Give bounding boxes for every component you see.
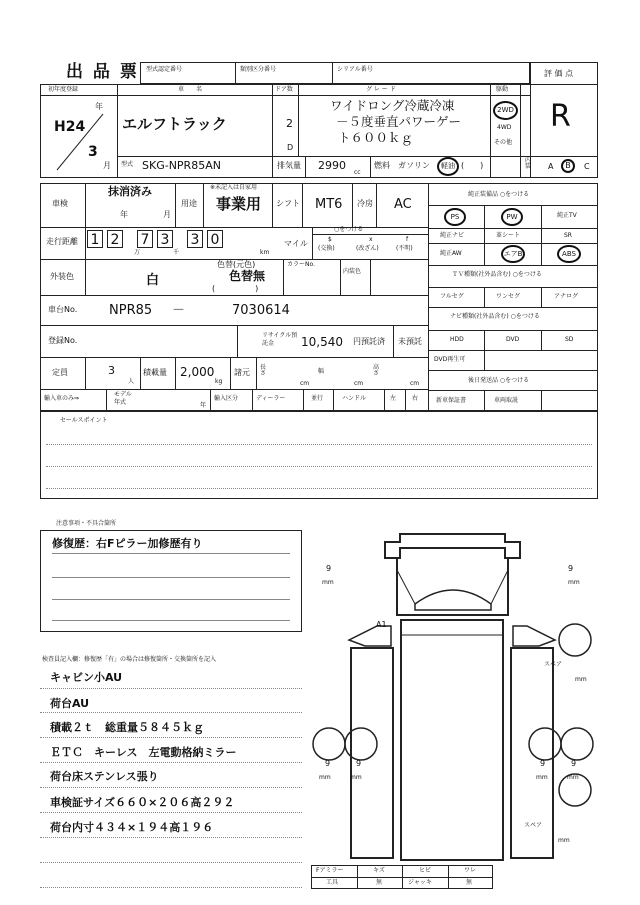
use-note: ※未記入は自家用 (210, 184, 258, 191)
notes-line-1: 修復歴：右Fピラー加修歴有り (52, 537, 203, 550)
fuel-diesel-circled: 軽油 (437, 157, 459, 176)
chassis-label: 車台No. (48, 305, 78, 314)
navi-hdd: HDD (450, 336, 464, 343)
inspector-line-1: キャビン小AU (50, 671, 123, 684)
color-no-label: カラーNo. (287, 261, 315, 268)
opt-dollar-sub: (交換) (318, 245, 335, 252)
use-value: 事業用 (216, 195, 262, 213)
fuel-gasoline: ガソリン (398, 161, 430, 170)
tire-fl-value: 9 (326, 564, 332, 573)
chassis-dash: － (172, 303, 186, 318)
height-label: 高さ (373, 364, 380, 377)
opt-airbag-circled: エアB (501, 245, 525, 263)
tv-fullseg: フルセグ (440, 293, 464, 300)
first-reg-month: 3 (88, 144, 98, 160)
grade-c: C (584, 162, 590, 171)
mileage-unit-man: 万 (134, 249, 141, 256)
header-id-box (140, 62, 530, 84)
color-label: 外装色 (50, 272, 74, 281)
car-name-label: 車 名 (178, 86, 203, 93)
tire-rr2-unit: mm (567, 774, 579, 781)
spare-unit-2: mm (558, 837, 570, 844)
width-cm: cm (354, 380, 364, 387)
year-unit: 年 (95, 102, 103, 111)
odometer-digit: 0 (207, 230, 223, 248)
inspector-line-6: 車検証サイズ６６０×２０６高２９２ (50, 796, 235, 809)
grade-b-circled: B (561, 159, 575, 173)
month-unit: 月 (103, 161, 111, 170)
truck-damage-diagram (305, 530, 605, 870)
height-cm: cm (410, 380, 420, 387)
opt-abs-circled: ABS (557, 245, 581, 263)
tire-fl-unit: mm (322, 579, 334, 586)
tire-rr2-value: 9 (571, 759, 577, 768)
mileage-unit-sen: 千 (173, 249, 180, 256)
tv-analog: アナログ (554, 293, 579, 300)
grade-label: グ レ ー ド (366, 86, 396, 93)
opt-dollar: $ (328, 236, 332, 243)
opt-factory-navi: 純正ナビ (440, 232, 465, 239)
rating-label: 評 価 点 (544, 69, 574, 78)
interior-label: 内装 (525, 157, 532, 170)
drive-other: その他 (494, 139, 513, 146)
factory-options-header: 純正装備品 ○をつける (468, 191, 530, 198)
color-value: 白 (146, 273, 160, 288)
displacement-label: 排気量 (277, 161, 301, 170)
opt-pw-circled: PW (501, 208, 523, 226)
drive-2wd-circled: 2WD (493, 101, 518, 120)
grade-line-3: ト６００ｋｇ (338, 130, 414, 145)
acc-tools: 工具 (326, 879, 339, 886)
repaint-label: 色替(元色) (217, 260, 256, 269)
doors-value: 2 (286, 117, 293, 130)
ac-value: AC (394, 197, 412, 212)
grade-line-1: ワイドロング冷蔵冷凍 (330, 98, 455, 113)
load-unit: kg (215, 378, 223, 385)
fuel-paren: ( ) (461, 161, 484, 170)
odometer-digit: 3 (187, 230, 203, 248)
inspector-line-4: ＥＴＣ キーレス 左電動格納ミラー (50, 746, 237, 759)
import-dealer: ディーラー (256, 395, 286, 402)
category-label: 類別区分番号 (240, 66, 277, 73)
odometer (87, 230, 277, 256)
inspector-line-5: 荷台床ステンレス張り (50, 770, 159, 783)
displacement-unit: cc (354, 169, 361, 176)
grade-line-2: －５度垂直パワーゲー (336, 114, 462, 129)
inspection-month-unit: 月 (163, 210, 171, 219)
model-year-unit: 年 (200, 402, 207, 409)
navi-header: ナビ種類(社外品含む) ○をつける (450, 313, 540, 320)
inspector-line-7: 荷台内寸４３４×１９４高１９６ (50, 821, 214, 834)
chassis-number: 7030614 (232, 303, 290, 318)
tire-fr-value: 9 (568, 564, 574, 573)
mileage-label: 走行距離 (46, 237, 78, 246)
use-label: 用途 (181, 199, 197, 208)
import-label: 輸入車のみ⇒ (44, 395, 80, 402)
odometer-digit: 1 (87, 230, 103, 248)
opt-f-sub: (不明) (396, 245, 413, 252)
opt-x: x (369, 236, 373, 243)
handle-left: 左 (390, 395, 397, 402)
interior-color-label: 内装色 (343, 268, 362, 275)
opt-factory-aw: 純正AW (440, 250, 462, 257)
inspector-line-3: 積載２ｔ 総重量５８４５ｋｇ (50, 721, 204, 734)
navi-sd: SD (565, 336, 574, 343)
drive-4wd: 4WD (497, 124, 512, 131)
handle-label: ハンドル (342, 395, 367, 402)
tire-rl1-value: 9 (325, 759, 331, 768)
year-slash (55, 112, 105, 174)
acc-scratch: キズ (373, 867, 385, 874)
seats-label: 定員 (52, 368, 68, 377)
tire-rl1-unit: mm (319, 774, 331, 781)
recycle-label: リサイクル預託金 (262, 332, 298, 347)
opt-ps-circled: PS (444, 208, 466, 226)
acc-jack: ジャッキ (408, 879, 432, 886)
length-label: 長さ (260, 364, 267, 377)
acc-break: ワレ (464, 867, 477, 874)
acc-mirror: Fアミラー (316, 867, 344, 874)
serial-label: シリアル番号 (337, 66, 373, 73)
spare-label-1: スペア (544, 661, 563, 668)
tire-rl2-value: 9 (356, 759, 362, 768)
chassis-prefix: NPR85 (109, 303, 153, 318)
odometer-digit: 3 (157, 230, 173, 248)
acc-tools-value: 無 (376, 879, 383, 886)
inspection-year-unit: 年 (120, 210, 128, 219)
opt-x-sub: (改ざん) (356, 245, 379, 252)
form-title: 出 品 票 (66, 62, 139, 82)
acc-crack: ヒビ (419, 867, 432, 874)
registration-label: 登録No. (48, 336, 78, 345)
recycle-unit: 円預託済 (353, 337, 385, 346)
odometer-digit: 2 (107, 230, 123, 248)
mileage-unit-km: km (260, 249, 270, 256)
inspection-status: 抹消済み (108, 185, 152, 198)
seats-value: 3 (108, 364, 115, 377)
inspector-line-2: 荷台AU (50, 697, 90, 710)
first-reg-year: H24 (54, 119, 86, 135)
opt-factory-tv: 純正TV (557, 212, 577, 219)
sales-points-label: セールスポイント (60, 417, 108, 424)
inspection-label: 車検 (52, 199, 68, 208)
model-value: SKG-NPR85AN (142, 159, 221, 172)
tv-header: ＴＶ種類(社外品含む) ○をつける (452, 271, 542, 278)
tire-fr-unit: mm (568, 579, 580, 586)
model-cert-label: 型式認定番号 (146, 66, 183, 73)
tire-rr1-unit: mm (536, 774, 548, 781)
model-label: 型式 (121, 161, 134, 168)
spare-label-2: スペア (524, 822, 543, 829)
aftermarket-header: 後日発送品 ○をつける (468, 377, 530, 384)
tire-rr1-value: 9 (540, 759, 546, 768)
odometer-digit: 7 (137, 230, 153, 248)
car-name: エルフトラック (122, 115, 227, 133)
dims-label: 諸元 (234, 368, 250, 377)
opt-sr: SR (564, 232, 572, 239)
doors-suffix: D (287, 143, 294, 152)
shift-value: MT6 (315, 197, 343, 212)
load-value: 2,000 (180, 365, 215, 379)
import-type-label: 輸入区分 (214, 395, 239, 402)
width-label: 幅 (318, 368, 325, 375)
mile-label: マイル (284, 239, 308, 248)
sales-points-box (40, 411, 598, 499)
repaint-value: 色替無 (229, 269, 266, 283)
new-car-warranty: 新車保証書 (436, 397, 467, 404)
shift-label: シフト (276, 199, 300, 208)
doors-label: ドア数 (275, 86, 293, 93)
a1-label: A1 (376, 620, 387, 629)
load-label: 積載量 (143, 368, 167, 377)
acc-jack-value: 無 (466, 879, 473, 886)
length-cm: cm (300, 380, 310, 387)
repaint-paren: ( ) (212, 284, 259, 293)
seats-unit: 人 (128, 378, 135, 385)
opt-f: f (406, 236, 409, 243)
displacement-value: 2990 (318, 159, 346, 172)
not-deposited: 未預託 (398, 337, 422, 346)
spare-unit-1: mm (575, 676, 587, 683)
import-parallel: 並行 (311, 395, 324, 402)
notes-label: 注意事項・不具合箇所 (56, 520, 117, 527)
fuel-label: 燃料 (374, 161, 390, 170)
opt-leather: 革シート (496, 232, 521, 239)
model-year-label: モデル年式 (114, 391, 132, 406)
vehicle-manual: 車両取説 (494, 397, 519, 404)
grade-a: A (548, 162, 554, 171)
dvd-playback: DVD再生可 (434, 356, 466, 363)
drive-label: 駆動 (496, 86, 509, 93)
recycle-value: 10,540 (301, 335, 343, 349)
ac-label: 冷房 (357, 199, 373, 208)
tv-oneseg: ワンセグ (496, 293, 521, 300)
first-reg-label: 初年度登録 (48, 86, 79, 93)
navi-dvd: DVD (506, 336, 520, 343)
inspector-label: 検査員記入欄：修復歴「有」の場合は修復箇所・交換箇所を記入 (42, 656, 217, 663)
tire-rl2-unit: mm (350, 774, 362, 781)
handle-right: 右 (412, 395, 419, 402)
rating-value: R (550, 99, 571, 134)
mileage-circle-note: ○をつける (334, 226, 364, 233)
